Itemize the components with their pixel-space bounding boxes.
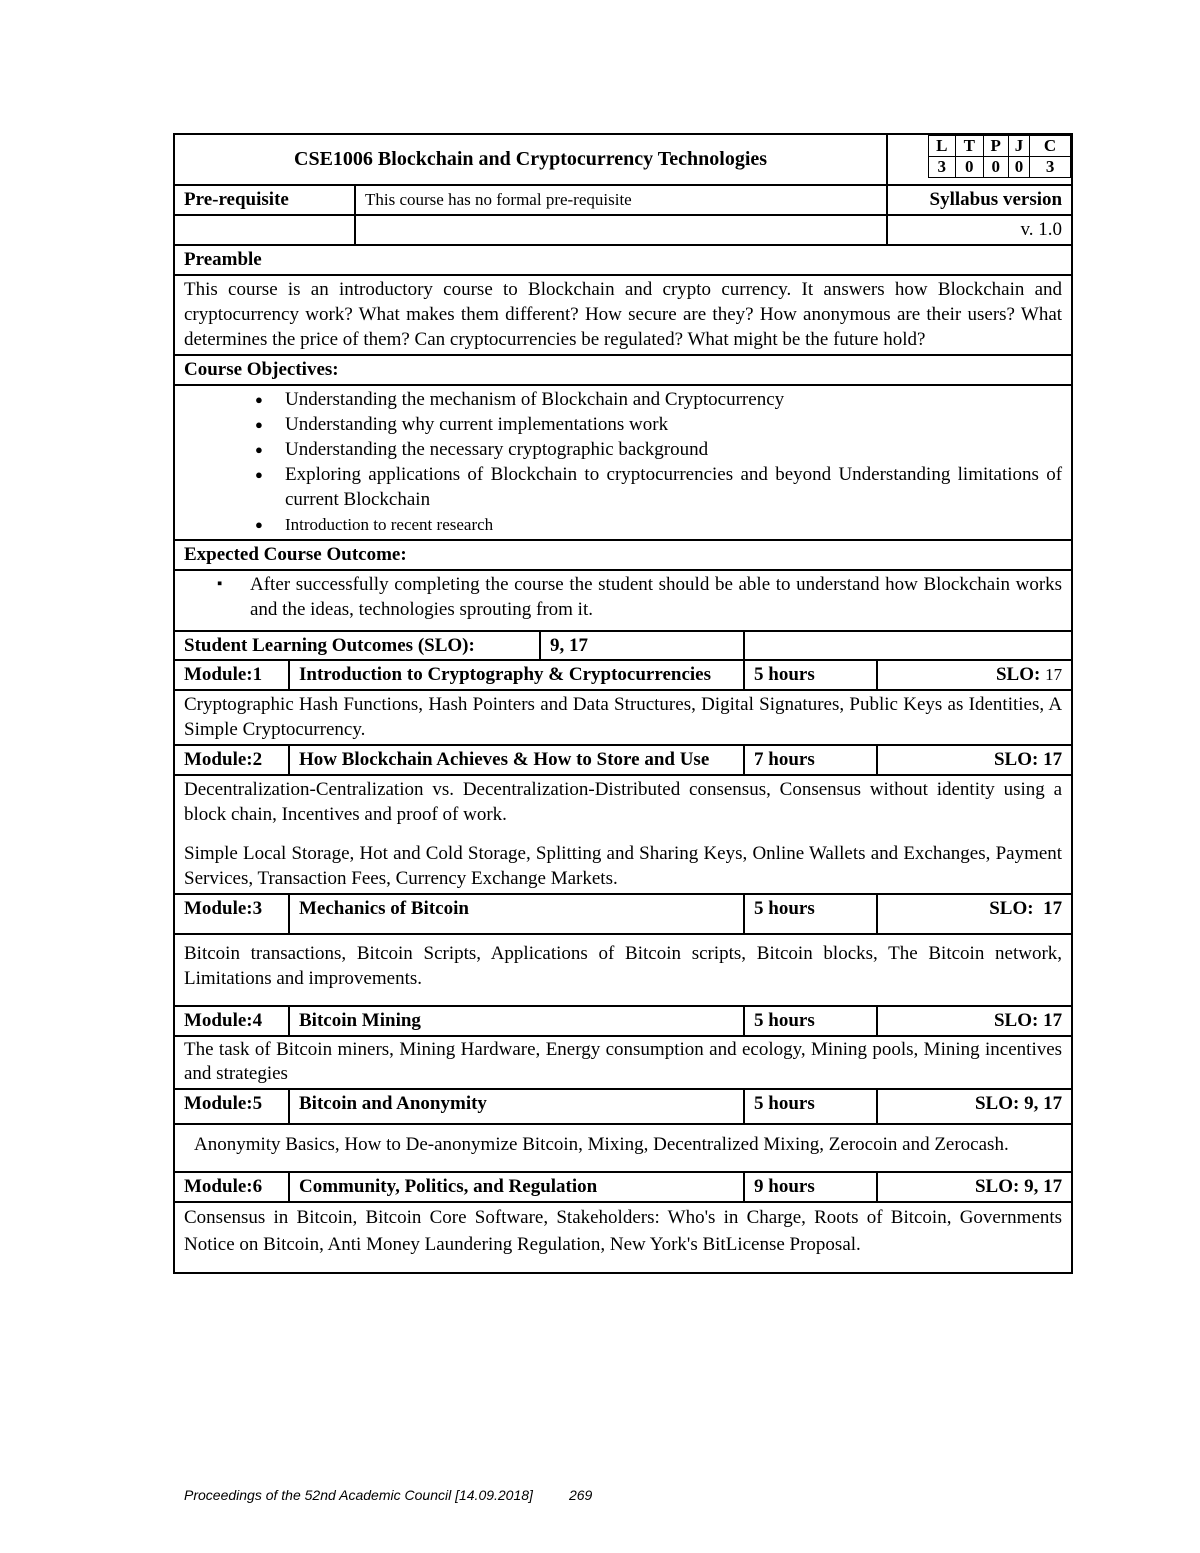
module-content-text: Decentralization-Centralization vs. Decentralization-Distributed consensus, Consensus without identity using a block chain, Incentives and proof of work.: [184, 779, 1063, 825]
list-item: ● Understanding the necessary cryptographic background: [285, 437, 1062, 462]
course-title: CSE1006 Blockchain and Cryptocurrency Technologies: [174, 134, 887, 185]
module-title: How Blockchain Achieves & How to Store and Use: [289, 745, 744, 775]
objectives-list: [184, 387, 1062, 537]
ltpjc-value-p: 0: [983, 157, 1008, 178]
slo-row: [174, 631, 1072, 660]
module-content: [174, 775, 1072, 894]
syllabus-table: [173, 133, 1073, 1274]
module-header-row: [174, 1089, 1072, 1124]
module-title: Bitcoin Mining: [289, 1006, 744, 1036]
module-slo: SLO: 17: [877, 1006, 1072, 1036]
module-content: [174, 1202, 1072, 1273]
module-slo: SLO: 17: [877, 745, 1072, 775]
list-item: ▪ After successfully completing the course the student should be able to understand how Blockchain works and the ideas, technologies sprouting from it.: [250, 572, 1062, 622]
objectives-cell: [174, 385, 1072, 540]
slo-cell: [174, 631, 744, 660]
ltpjc-header-t: T: [956, 136, 983, 157]
module-number: Module:2: [174, 745, 289, 775]
module-title: Introduction to Cryptography & Cryptocurrencies: [289, 660, 744, 690]
list-item: ● Understanding the mechanism of Blockchain and Cryptocurrency: [285, 387, 1062, 412]
module-hours: 5 hours: [744, 1006, 877, 1036]
module-header-row: [174, 1172, 1072, 1202]
module-header-row: [174, 745, 1072, 775]
module-content-text: Cryptographic Hash Functions, Hash Pointers and Data Structures, Digital Signatures, Public Keys as Identities, A Simple Cryptocurrency.: [184, 694, 1063, 740]
module-header-row: [174, 894, 1072, 934]
module-hours: 9 hours: [744, 1172, 877, 1202]
module-header-row: [174, 1006, 1072, 1036]
page-number: 269: [568, 1487, 593, 1503]
prerequisite-row: [174, 185, 1072, 215]
page-footer: [184, 1487, 592, 1503]
module-slo: SLO: 9, 17: [877, 1172, 1072, 1202]
module-title: Community, Politics, and Regulation: [289, 1172, 744, 1202]
list-item: ● Exploring applications of Blockchain to cryptocurrencies and beyond Understanding limitations of current Blockchain: [285, 462, 1062, 512]
footer-text: Proceedings of the 52nd Academic Council [14.09.2018]: [184, 1487, 533, 1503]
ltpjc-header-p: P: [983, 136, 1008, 157]
module-number: Module:3: [174, 894, 289, 934]
list-item: ● Understanding why current implementations work: [285, 412, 1062, 437]
empty-cell: [744, 631, 1072, 660]
module-hours: 5 hours: [744, 894, 877, 934]
outcomes-cell: [174, 570, 1072, 631]
empty-cell: [174, 215, 355, 245]
module-title: Mechanics of Bitcoin: [289, 894, 744, 934]
ltpjc-value-l: 3: [928, 157, 955, 178]
objectives-heading: Course Objectives:: [174, 355, 1072, 385]
ltpjc-value-j: 0: [1008, 157, 1029, 178]
module-hours: 7 hours: [744, 745, 877, 775]
prerequisite-label: Pre-requisite: [174, 185, 355, 215]
module-title: Bitcoin and Anonymity: [289, 1089, 744, 1124]
syllabus-version-label: Syllabus version: [887, 185, 1072, 215]
version-row: [174, 215, 1072, 245]
outcomes-heading: Expected Course Outcome:: [174, 540, 1072, 570]
module-number: Module:1: [174, 660, 289, 690]
module-content-text: Bitcoin transactions, Bitcoin Scripts, Applications of Bitcoin scripts, Bitcoin blocks, The Bitcoin network, Limitations and improvements.: [184, 943, 1063, 989]
empty-cell: [355, 215, 887, 245]
module-number: Module:5: [174, 1089, 289, 1124]
outcomes-list: [184, 572, 1062, 622]
module-content-text: Consensus in Bitcoin, Bitcoin Core Software, Stakeholders: Who's in Charge, Roots of Bitcoin, Governments Notice on Bitcoin, Anti Money Laundering Regulation, New York's BitLicense Proposal.: [184, 1207, 1063, 1255]
module-header-row: [174, 660, 1072, 690]
ltpjc-cell: [887, 134, 1072, 185]
ltpjc-table: [888, 135, 1071, 178]
module-number: Module:4: [174, 1006, 289, 1036]
module-hours: 5 hours: [744, 1089, 877, 1124]
slo-label: Student Learning Outcomes (SLO):: [175, 632, 541, 659]
module-content: [174, 1036, 1072, 1089]
ltpjc-header-c: C: [1030, 136, 1071, 157]
slo-value: 9, 17: [550, 635, 588, 656]
module-slo: SLO: 17: [877, 660, 1072, 690]
module-content: [174, 934, 1072, 1006]
ltpjc-header-l: L: [928, 136, 955, 157]
module-content: [174, 1124, 1072, 1172]
ltpjc-value-c: 3: [1030, 157, 1071, 178]
syllabus-version: v. 1.0: [887, 215, 1072, 245]
module-content-text: The task of Bitcoin miners, Mining Hardware, Energy consumption and ecology, Mining pools, Mining incentives and strategies: [184, 1039, 1063, 1084]
module-content: [174, 690, 1072, 745]
preamble-heading: Preamble: [174, 245, 1072, 275]
ltpjc-value-t: 0: [956, 157, 983, 178]
prerequisite-text: This course has no formal pre-requisite: [355, 185, 887, 215]
module-number: Module:6: [174, 1172, 289, 1202]
list-item: ● Introduction to recent research: [285, 512, 1062, 537]
module-hours: 5 hours: [744, 660, 877, 690]
module-content-text: Simple Local Storage, Hot and Cold Storage, Splitting and Sharing Keys, Online Wallets and Exchanges, Payment Services, Transaction Fees, Currency Exchange Markets.: [184, 843, 1063, 889]
module-content-text: Anonymity Basics, How to De-anonymize Bitcoin, Mixing, Decentralized Mixing, Zerocoin and Zerocash.: [194, 1134, 1009, 1155]
preamble-text: This course is an introductory course to Blockchain and crypto currency. It answers how Blockchain and cryptocurrency work? What makes them different? How secure are they? How anonymous are their users? What determines the price of them? Can cryptocurrencies be regulated? What might be the future hold?: [174, 275, 1072, 355]
title-row: [174, 134, 1072, 185]
module-slo: SLO: 17: [877, 894, 1072, 934]
ltpjc-header-j: J: [1008, 136, 1029, 157]
module-slo: SLO: 9, 17: [877, 1089, 1072, 1124]
